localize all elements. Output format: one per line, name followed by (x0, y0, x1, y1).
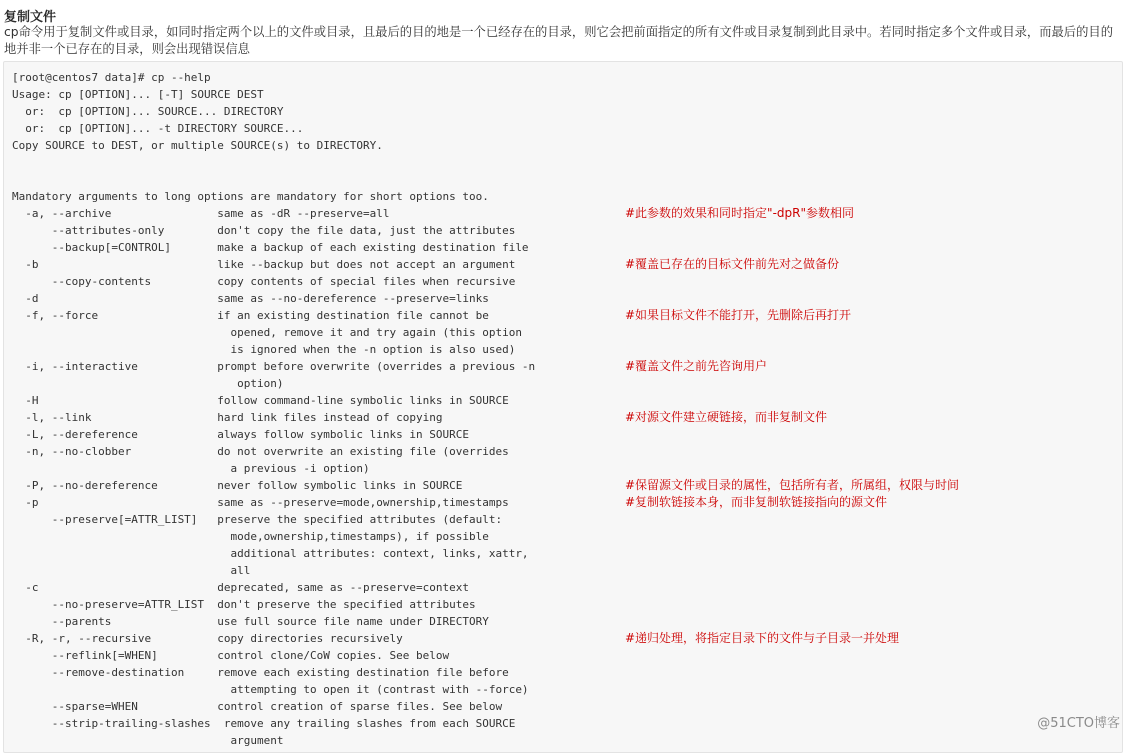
code-line: Usage: cp [OPTION]... [-T] SOURCE DEST (12, 88, 264, 101)
code-line: -f, --force if an existing destination file cannot be (12, 309, 489, 322)
code-line: -b like --backup but does not accept an argument (12, 258, 516, 271)
watermark: @51CTO博客 (1037, 716, 1120, 731)
code-line: -d same as --no-dereference --preserve=links (12, 292, 489, 305)
code-line: -l, --link hard link files instead of copying (12, 411, 443, 424)
code-block (3, 61, 1123, 753)
code-line: --parents use full source file name under DIRECTORY (12, 615, 489, 628)
code-line: --preserve[=ATTR_LIST] preserve the specified attributes (default: (12, 513, 503, 526)
code-line: a previous -i option) (12, 462, 370, 475)
code-line: or: cp [OPTION]... -t DIRECTORY SOURCE... (12, 122, 304, 135)
code-line: --copy-contents copy contents of special files when recursive (12, 275, 516, 288)
code-line: --reflink[=WHEN] control clone/CoW copies. See below (12, 649, 450, 662)
page-title: 复制文件 (4, 10, 57, 25)
annotation-comment: #递归处理，将指定目录下的文件与子目录一并处理 (625, 631, 900, 645)
code-line: -n, --no-clobber do not overwrite an existing file (overrides (12, 445, 509, 458)
code-line: --strip-trailing-slashes remove any trailing slashes from each SOURCE (12, 717, 516, 730)
code-line: -P, --no-dereference never follow symbolic links in SOURCE (12, 479, 463, 492)
code-line: -p same as --preserve=mode,ownership,timestamps (12, 496, 509, 509)
code-line: --backup[=CONTROL] make a backup of each existing destination file (12, 241, 529, 254)
code-line: [root@centos7 data]# cp --help (12, 71, 211, 84)
annotation-comment: #如果目标文件不能打开，先删除后再打开 (625, 308, 852, 322)
annotation-comment: #对源文件建立硬链接，而非复制文件 (625, 410, 828, 424)
code-line: opened, remove it and try again (this option (12, 326, 522, 339)
intro-paragraph: cp命令用于复制文件或目录，如同时指定两个以上的文件或目录，且最后的目的地是一个已经存在的目录，则它会把前面指定的所有文件或目录复制到此目录中。若同时指定多个文件或目录，而最后的目的地并非一个已存在的目录，则会出现错误信息 (4, 25, 1113, 56)
code-line: -H follow command-line symbolic links in SOURCE (12, 394, 509, 407)
code-line: Copy SOURCE to DEST, or multiple SOURCE(s) to DIRECTORY. (12, 139, 383, 152)
code-line: argument (12, 734, 284, 747)
code-line: -c deprecated, same as --preserve=context (12, 581, 469, 594)
code-line: attempting to open it (contrast with --force) (12, 683, 529, 696)
code-line: additional attributes: context, links, xattr, (12, 547, 529, 560)
code-line: -L, --dereference always follow symbolic links in SOURCE (12, 428, 469, 441)
code-line: all (12, 564, 251, 577)
code-line: --attributes-only don't copy the file data, just the attributes (12, 224, 516, 237)
code-line: Mandatory arguments to long options are mandatory for short options too. (12, 190, 489, 203)
annotation-comment: #复制软链接本身，而非复制软链接指向的源文件 (625, 495, 888, 509)
annotation-comment: #保留源文件或目录的属性，包括所有者，所属组，权限与时间 (625, 478, 960, 492)
code-line: -R, -r, --recursive copy directories recursively (12, 632, 403, 645)
code-line: option) (12, 377, 284, 390)
code-line: or: cp [OPTION]... SOURCE... DIRECTORY (12, 105, 284, 118)
code-line: --sparse=WHEN control creation of sparse files. See below (12, 700, 503, 713)
annotation-comment: #覆盖已存在的目标文件前先对之做备份 (625, 257, 840, 271)
code-line: mode,ownership,timestamps), if possible (12, 530, 489, 543)
code-line: -a, --archive same as -dR --preserve=all (12, 207, 390, 220)
code-line: -i, --interactive prompt before overwrite (overrides a previous -n (12, 360, 536, 373)
code-line: is ignored when the -n option is also used) (12, 343, 516, 356)
annotation-comment: #此参数的效果和同时指定"-dpR"参数相同 (625, 206, 854, 220)
code-line: --remove-destination remove each existing destination file before (12, 666, 509, 679)
annotation-comment: #覆盖文件之前先咨询用户 (625, 359, 768, 373)
code-line: --no-preserve=ATTR_LIST don't preserve the specified attributes (12, 598, 476, 611)
